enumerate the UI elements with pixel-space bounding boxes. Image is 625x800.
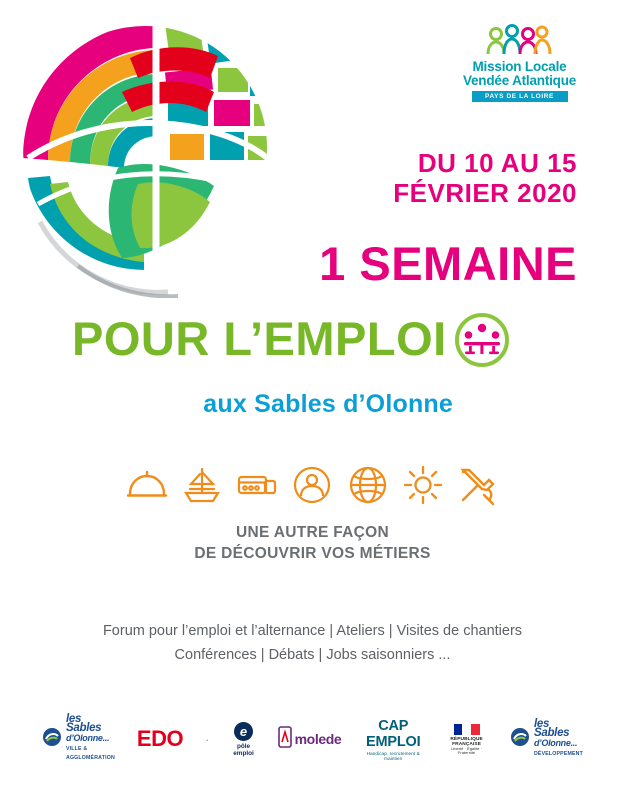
logo-pole-emploi: [231, 722, 255, 757]
cap-emploi-title: CAP EMPLOI: [366, 717, 421, 750]
tagline-line2: DE DÉCOUVRIR VOS MÉTIERS: [194, 545, 431, 562]
sables-dev-swirl-icon: [510, 727, 530, 752]
headline-line3: aux Sables d’Olonne: [203, 390, 453, 418]
molede-title: molede: [294, 731, 342, 747]
headline-line1: 1 SEMAINE: [319, 237, 577, 290]
logo-les-sables-dolonne-developpement: [510, 717, 583, 759]
sables-subtitle: VILLE & AGGLOMÉRATION: [66, 746, 115, 761]
cap-emploi-subtitle: Handicap, recrutement & maintien: [366, 750, 420, 761]
theme-icons-row: [125, 462, 500, 508]
cloche-restaurant-icon: [125, 463, 169, 507]
globe-graphic: [18, 8, 283, 298]
logo-cap-emploi: [363, 718, 423, 761]
tagline-line1: UNE AUTRE FAÇON: [236, 524, 389, 541]
carte-bancaire-icon: [235, 463, 279, 507]
pole-emploi-initial: e: [234, 722, 253, 741]
event-dates-line2: FÉVRIER 2020: [393, 178, 577, 208]
globe-icon: [346, 463, 390, 507]
molede-mark-icon: [278, 726, 292, 753]
logo-edo: [137, 726, 183, 752]
mission-locale-region-band: PAYS DE LA LOIRE: [472, 91, 568, 102]
people-icon: [462, 24, 577, 58]
sables-dev-title2: d’Olonne...: [533, 737, 578, 748]
mission-locale-name: [462, 60, 577, 88]
pole-emploi-title: pôle emploi: [233, 742, 254, 757]
sables-title2: d’Olonne...: [66, 733, 110, 743]
partner-logos-footer: [0, 713, 625, 762]
sante-personne-icon: [290, 463, 334, 507]
table-meeting-badge-icon: [455, 313, 509, 367]
logo-republique-francaise: [445, 724, 488, 755]
soleil-tourisme-icon: [401, 463, 445, 507]
event-details-line2: Conférences | Débats | Jobs saisonniers ...: [174, 647, 451, 663]
tagline: [0, 522, 625, 564]
event-dates-line1: DU 10 AU 15: [417, 148, 577, 178]
french-flag-icon: [454, 724, 480, 735]
sables-swirl-icon: [42, 727, 62, 752]
event-details: [0, 619, 625, 667]
event-details-line1: Forum pour l’emploi et l’alternance | Ateliers | Visites de chantiers: [102, 623, 523, 639]
edo-title: EDO: [136, 726, 184, 751]
event-dates: [393, 148, 577, 208]
bateau-icon: [180, 463, 224, 507]
logo-les-sables-dolonne-agglomeration: [42, 715, 115, 763]
sables-title: les Sables: [66, 713, 102, 734]
headline-line2: [72, 313, 447, 365]
mission-locale-line1: Mission Locale: [472, 59, 567, 74]
mission-locale-line2: Vendée Atlantique: [462, 73, 577, 88]
logo-molede: [278, 726, 342, 753]
headline-line2-text: POUR L’EMPLOI: [72, 312, 447, 365]
mission-locale-logo: [462, 24, 577, 102]
sables-dev-title: les Sables: [533, 717, 570, 739]
sables-dev-subtitle: DÉVELOPPEMENT: [533, 750, 583, 757]
republique-francaise-title: RÉPUBLIQUE FRANÇAISE: [450, 736, 483, 747]
outils-icon: [456, 463, 500, 507]
separator-dot: ·: [205, 731, 210, 747]
republique-francaise-subtitle: Liberté · Égalité · Fraternité: [451, 746, 482, 755]
